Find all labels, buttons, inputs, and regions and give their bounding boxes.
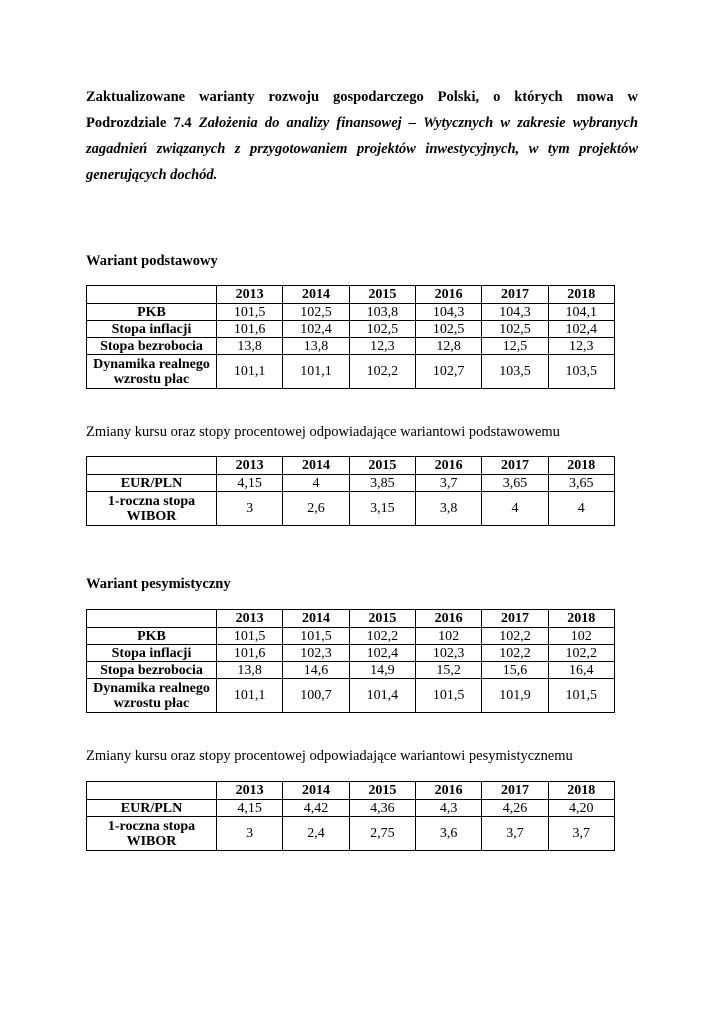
base-macro-table xyxy=(86,285,615,389)
table-cell: 101,9 xyxy=(482,679,548,713)
row-label: EUR/PLN xyxy=(87,475,217,492)
row-label-line: Dynamika realnego xyxy=(93,356,210,372)
table-cell: 102,5 xyxy=(283,304,349,321)
table-header-row xyxy=(87,457,615,475)
year-header: 2013 xyxy=(217,286,283,304)
header-empty-cell xyxy=(87,782,217,800)
year-header: 2014 xyxy=(283,610,349,628)
table-cell: 3,6 xyxy=(415,817,481,851)
table-cell: 4,42 xyxy=(283,800,349,817)
table-cell: 4 xyxy=(482,492,548,526)
table-cell: 102,5 xyxy=(482,321,548,338)
table-cell: 14,6 xyxy=(283,662,349,679)
year-header: 2016 xyxy=(415,286,481,304)
row-label xyxy=(87,817,217,851)
table-cell: 4,26 xyxy=(482,800,548,817)
table-cell: 15,2 xyxy=(415,662,481,679)
table-cell: 102,3 xyxy=(415,645,481,662)
table-cell: 101,5 xyxy=(217,628,283,645)
intro-italic-text: Założenia do analizy finansowej – Wytycznych w zakresie wybranych zagadnień związanych z przygotowaniem projektów inwestycyjnych, w tym projektów generujących dochód. xyxy=(86,115,638,183)
table-cell: 100,7 xyxy=(283,679,349,713)
year-header: 2018 xyxy=(548,457,614,475)
row-label: PKB xyxy=(87,628,217,645)
table-cell: 102 xyxy=(548,628,614,645)
row-label-line: WIBOR xyxy=(126,833,177,849)
table-cell: 101,5 xyxy=(548,679,614,713)
table-row xyxy=(87,662,615,679)
table-row xyxy=(87,679,615,713)
year-header: 2015 xyxy=(349,286,415,304)
table-cell: 103,5 xyxy=(482,355,548,389)
pessimistic-macro-table xyxy=(86,609,615,713)
row-label: Stopa bezrobocia xyxy=(87,662,217,679)
year-header: 2014 xyxy=(283,782,349,800)
table-cell: 102,5 xyxy=(415,321,481,338)
year-header: 2014 xyxy=(283,457,349,475)
table-cell: 102 xyxy=(415,628,481,645)
row-label xyxy=(87,492,217,526)
base-variant-heading: Wariant podstawowy xyxy=(86,253,218,269)
table-header-row xyxy=(87,782,615,800)
year-header: 2016 xyxy=(415,457,481,475)
table-cell: 101,6 xyxy=(217,645,283,662)
base-fx-caption: Zmiany kursu oraz stopy procentowej odpowiadające wariantowi podstawowemu xyxy=(86,424,560,440)
year-header: 2017 xyxy=(482,610,548,628)
table-cell: 3,7 xyxy=(482,817,548,851)
year-header: 2013 xyxy=(217,457,283,475)
year-header: 2018 xyxy=(548,286,614,304)
table-cell: 101,5 xyxy=(217,304,283,321)
row-label: Stopa bezrobocia xyxy=(87,338,217,355)
base-fx-table xyxy=(86,456,615,526)
table-cell: 102,4 xyxy=(548,321,614,338)
table-cell: 102,2 xyxy=(482,628,548,645)
table-cell: 104,3 xyxy=(415,304,481,321)
row-label xyxy=(87,355,217,389)
table-cell: 2,75 xyxy=(349,817,415,851)
year-header: 2015 xyxy=(349,610,415,628)
year-header: 2017 xyxy=(482,782,548,800)
table-cell: 102,2 xyxy=(349,628,415,645)
row-label-line: 1-roczna stopa xyxy=(107,818,196,834)
year-header: 2015 xyxy=(349,782,415,800)
table-row xyxy=(87,628,615,645)
table-cell: 2,6 xyxy=(283,492,349,526)
row-label-line: Dynamika realnego xyxy=(93,680,210,696)
row-label xyxy=(87,679,217,713)
header-empty-cell xyxy=(87,457,217,475)
year-header: 2018 xyxy=(548,610,614,628)
table-cell: 4,36 xyxy=(349,800,415,817)
pessimistic-variant-heading: Wariant pesymistyczny xyxy=(86,576,231,592)
table-cell: 101,1 xyxy=(217,355,283,389)
table-row xyxy=(87,355,615,389)
table-cell: 103,8 xyxy=(349,304,415,321)
table-cell: 4,20 xyxy=(548,800,614,817)
table-cell: 102,5 xyxy=(349,321,415,338)
table-row xyxy=(87,817,615,851)
year-header: 2013 xyxy=(217,782,283,800)
table-cell: 14,9 xyxy=(349,662,415,679)
row-label-line: 1-roczna stopa xyxy=(107,493,196,509)
table-cell: 4 xyxy=(283,475,349,492)
year-header: 2017 xyxy=(482,286,548,304)
pessimistic-fx-table xyxy=(86,781,615,851)
table-cell: 13,8 xyxy=(283,338,349,355)
table-cell: 3,15 xyxy=(349,492,415,526)
table-cell: 102,3 xyxy=(283,645,349,662)
table-cell: 4,15 xyxy=(217,800,283,817)
table-cell: 104,1 xyxy=(548,304,614,321)
table-cell: 3,65 xyxy=(548,475,614,492)
table-cell: 102,2 xyxy=(548,645,614,662)
table-cell: 4,3 xyxy=(415,800,481,817)
table-cell: 102,4 xyxy=(349,645,415,662)
table-cell: 3,65 xyxy=(482,475,548,492)
row-label-line: wzrostu płac xyxy=(113,695,190,711)
row-label: EUR/PLN xyxy=(87,800,217,817)
table-cell: 4,15 xyxy=(217,475,283,492)
table-row xyxy=(87,338,615,355)
table-row xyxy=(87,645,615,662)
table-cell: 3,85 xyxy=(349,475,415,492)
year-header: 2016 xyxy=(415,610,481,628)
intro-text: Zaktualizowane warianty rozwoju gospodarczego Polski, o których mowa w Podrozdziale 7.4 xyxy=(86,89,638,131)
pessimistic-fx-caption: Zmiany kursu oraz stopy procentowej odpowiadające wariantowi pesymistycznemu xyxy=(86,748,573,764)
year-header: 2017 xyxy=(482,457,548,475)
year-header: 2016 xyxy=(415,782,481,800)
table-cell: 12,5 xyxy=(482,338,548,355)
table-cell: 2,4 xyxy=(283,817,349,851)
table-cell: 12,3 xyxy=(548,338,614,355)
intro-paragraph xyxy=(86,84,638,188)
table-row xyxy=(87,304,615,321)
table-cell: 3,7 xyxy=(548,817,614,851)
table-cell: 102,2 xyxy=(349,355,415,389)
year-header: 2015 xyxy=(349,457,415,475)
table-cell: 13,8 xyxy=(217,338,283,355)
table-cell: 102,7 xyxy=(415,355,481,389)
table-cell: 101,4 xyxy=(349,679,415,713)
row-label: Stopa inflacji xyxy=(87,321,217,338)
year-header: 2013 xyxy=(217,610,283,628)
table-cell: 101,1 xyxy=(283,355,349,389)
table-cell: 16,4 xyxy=(548,662,614,679)
table-row xyxy=(87,321,615,338)
table-cell: 12,8 xyxy=(415,338,481,355)
table-cell: 102,2 xyxy=(482,645,548,662)
table-cell: 12,3 xyxy=(349,338,415,355)
table-cell: 13,8 xyxy=(217,662,283,679)
table-cell: 3,8 xyxy=(415,492,481,526)
row-label-line: WIBOR xyxy=(126,508,177,524)
table-cell: 102,4 xyxy=(283,321,349,338)
table-cell: 103,5 xyxy=(548,355,614,389)
table-cell: 101,5 xyxy=(283,628,349,645)
table-row xyxy=(87,492,615,526)
table-cell: 15,6 xyxy=(482,662,548,679)
table-cell: 104,3 xyxy=(482,304,548,321)
table-cell: 4 xyxy=(548,492,614,526)
table-cell: 101,6 xyxy=(217,321,283,338)
table-cell: 3 xyxy=(217,817,283,851)
header-empty-cell xyxy=(87,610,217,628)
table-header-row xyxy=(87,610,615,628)
table-row xyxy=(87,800,615,817)
table-row xyxy=(87,475,615,492)
year-header: 2014 xyxy=(283,286,349,304)
row-label: Stopa inflacji xyxy=(87,645,217,662)
row-label-line: wzrostu płac xyxy=(113,371,190,387)
table-cell: 101,1 xyxy=(217,679,283,713)
header-empty-cell xyxy=(87,286,217,304)
table-cell: 101,5 xyxy=(415,679,481,713)
table-header-row xyxy=(87,286,615,304)
table-cell: 3 xyxy=(217,492,283,526)
table-cell: 3,7 xyxy=(415,475,481,492)
row-label: PKB xyxy=(87,304,217,321)
year-header: 2018 xyxy=(548,782,614,800)
